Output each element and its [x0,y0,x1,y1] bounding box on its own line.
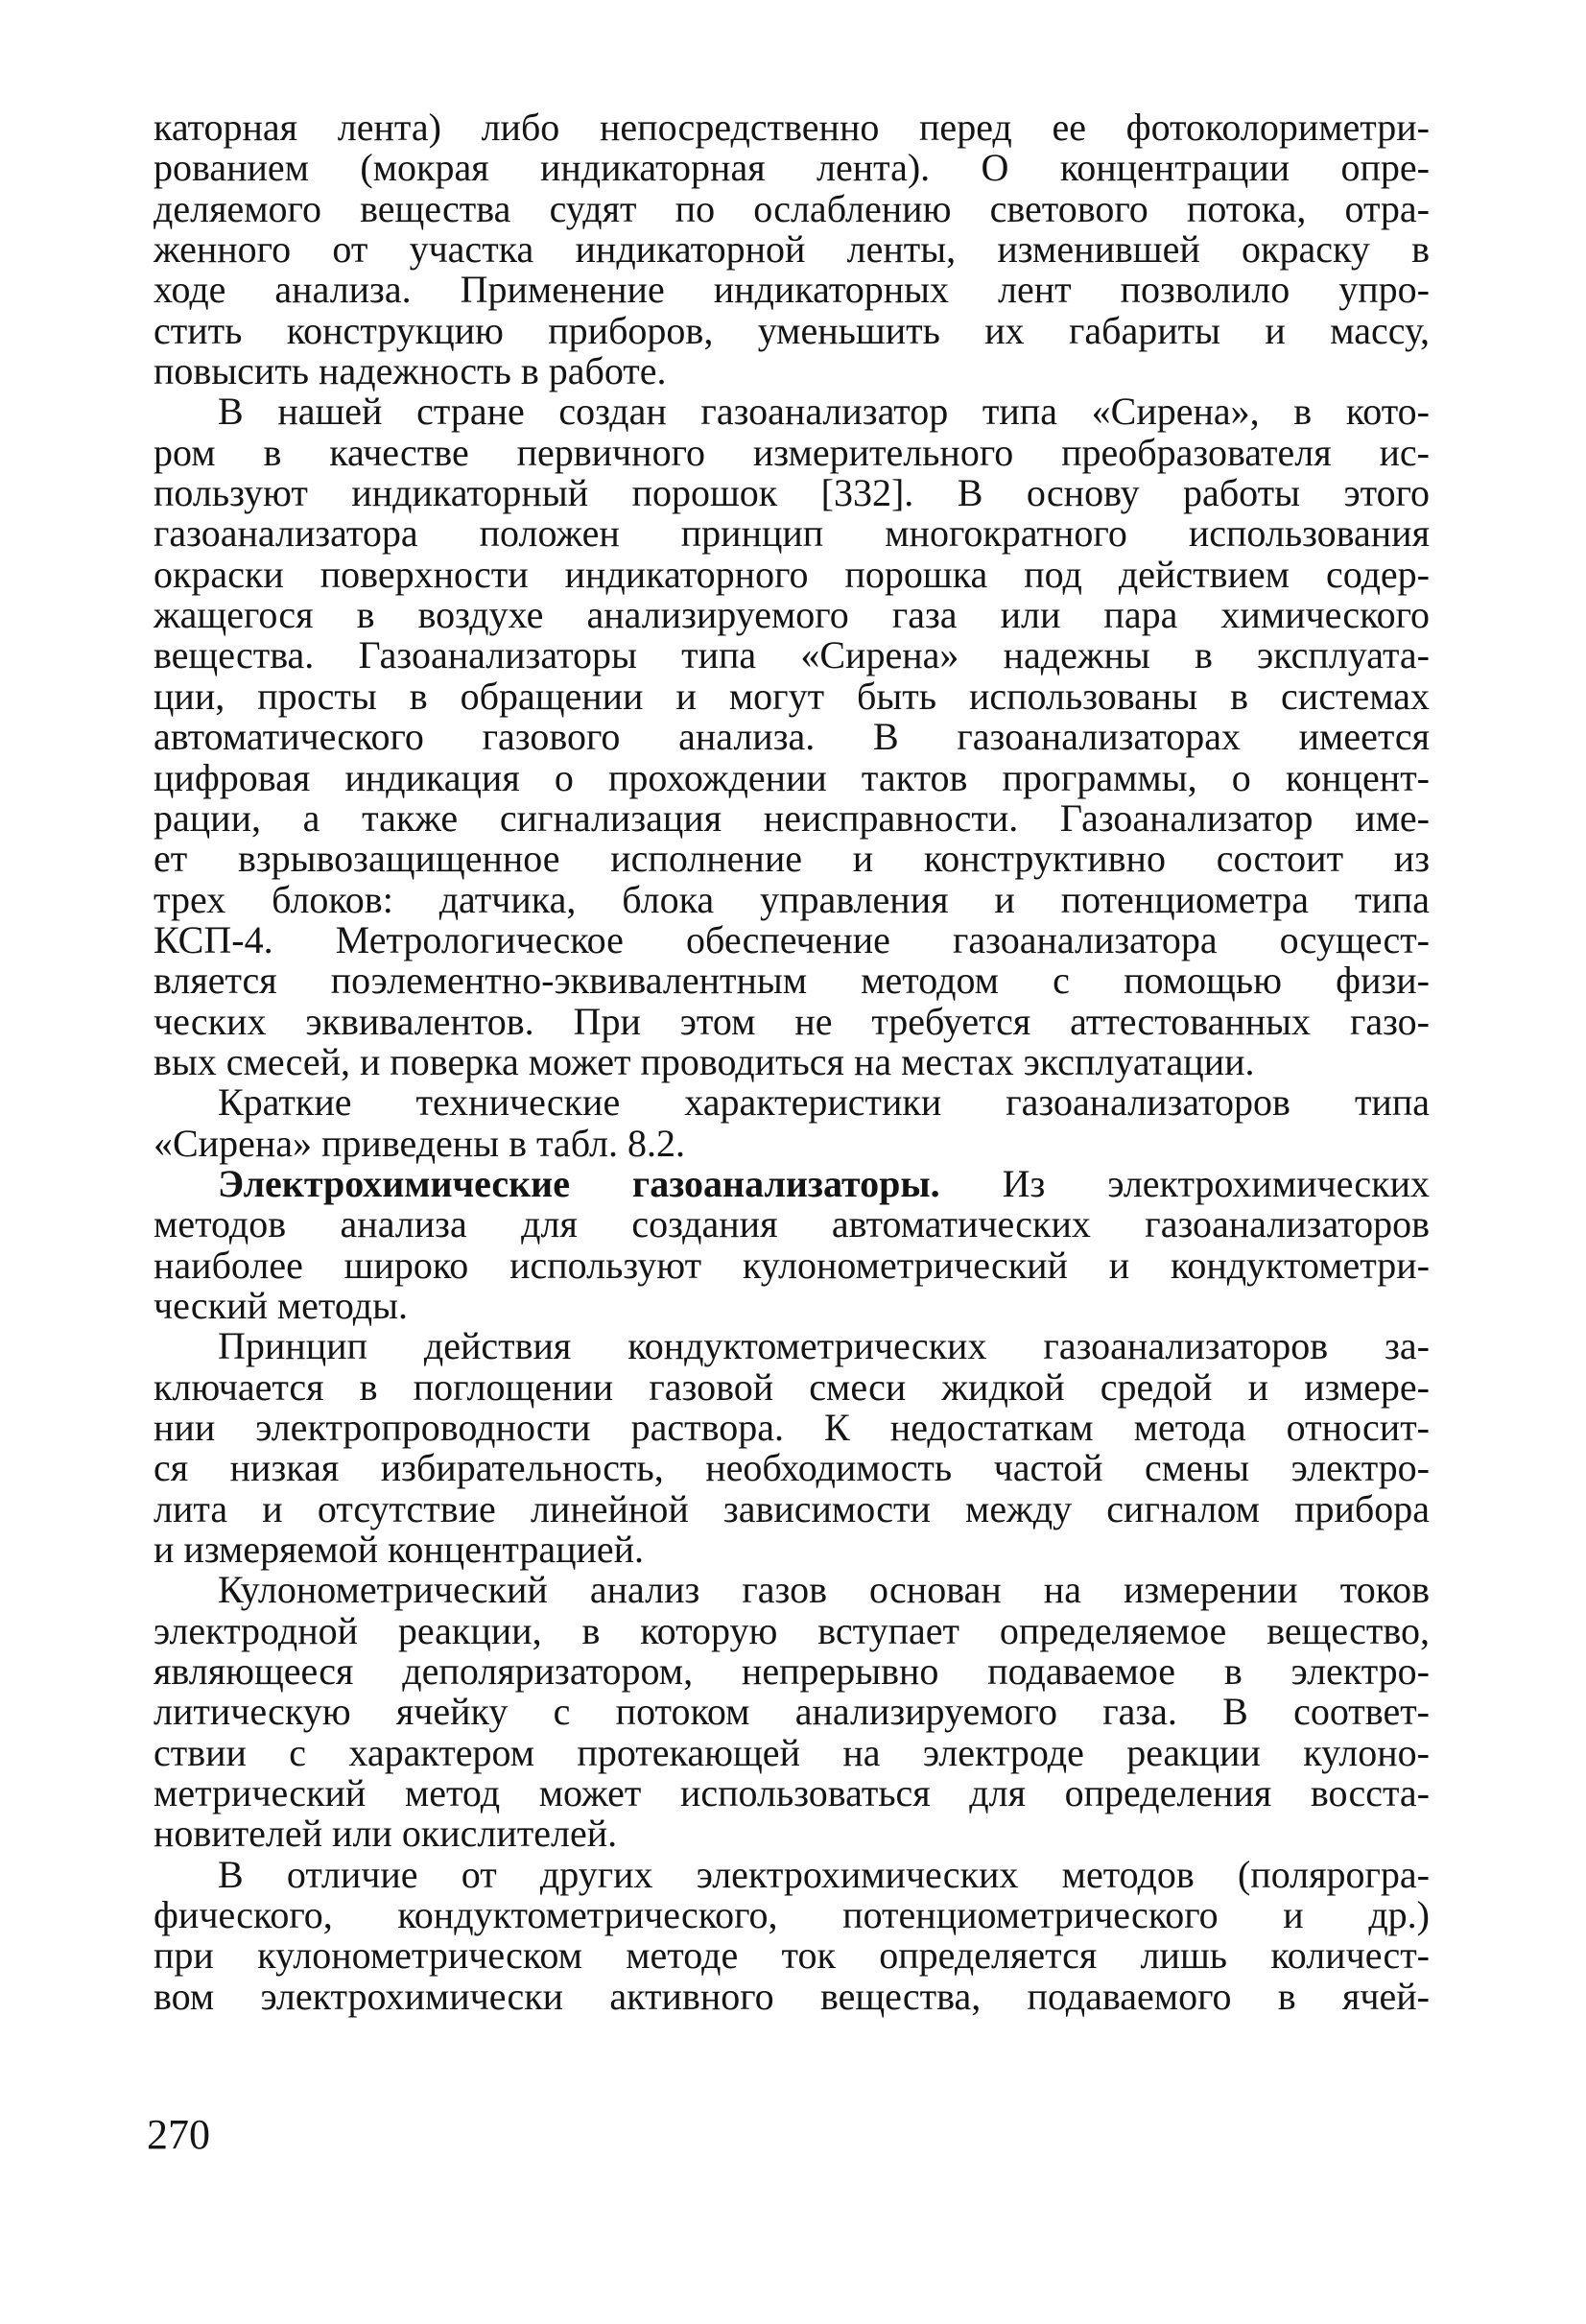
text-line: являющееся деполяризатором, непрерывно подаваемое в электро- [154,1649,1430,1694]
text-line: новителей или окислителей. [154,1812,618,1856]
text-line: деляемого вещества судят по ослаблению светового потока, отра- [154,186,1430,230]
text-line: ся низкая избирательность, необходимость частой смены электро- [154,1446,1430,1490]
text-line: Кулонометрический анализ газов основан на измерении токов [218,1568,1430,1612]
text-line: пользуют индикаторный порошок [332]. В основу работы этого [154,471,1430,515]
text-line: автоматического газового анализа. В газоанализаторах имеется [154,715,1430,759]
text-line: цифровая индикация о прохождении тактов программы, о концент- [154,755,1430,799]
text-line: наиболее широко используют кулонометрический и кондуктометри- [154,1243,1430,1287]
text-line [154,1161,1430,1205]
text-line: ет взрывозащищенное исполнение и конструктивно состоит из [154,837,1430,881]
text-line: рации, а также сигнализация неисправности. Газоанализатор име- [154,795,1430,840]
text-line: ческий методы. [154,1283,408,1327]
text-line: фического, кондуктометрического, потенциометрического и др.) [154,1893,1430,1937]
text-line: ключается в поглощении газовой смеси жидкой средой и измере- [154,1364,1430,1409]
text-line: ром в качестве первичного измерительного преобразователя ис- [154,430,1430,474]
text-line: вых смесей, и поверка может проводиться на местах эксплуатации. [154,1039,1255,1083]
text-line: вом электрохимически активного вещества, подаваемого в ячей- [154,1974,1430,2018]
text-line: ходе анализа. Применение индикаторных лент позволило упро- [154,268,1430,312]
text-line: «Сирена» приведены в табл. 8.2. [154,1121,686,1165]
text-line: В отличие от других электрохимических методов (полярогра- [218,1852,1430,1896]
text-line: повысить надежность в работе. [154,349,667,393]
body-text [154,107,1430,2017]
text-line: лита и отсутствие линейной зависимости между сигналом прибора [154,1486,1430,1530]
text-line: при кулонометрическом методе ток определяется лишь количест- [154,1933,1430,1978]
text-line: метрический метод может использоваться для определения восста- [154,1771,1430,1815]
text-line: электродной реакции, в которую вступает определяемое вещество, [154,1608,1430,1652]
text-line: ции, просты в обращении и могут быть использованы в системах [154,674,1430,718]
text-line: трех блоков: датчика, блока управления и потенциометра типа [154,877,1430,921]
text-line: В нашей стране создан газоанализатор типа «Сирена», в кото- [218,390,1430,434]
text-line-remainder: Из электрохимических [1002,1161,1430,1205]
text-line: нии электропроводности раствора. К недостаткам метода относит- [154,1406,1430,1449]
text-line: женного от участка индикаторной ленты, изменившей окраску в [154,227,1430,272]
text-line: ческих эквивалентов. При этом не требуется аттестованных газо- [154,999,1430,1043]
text-line: вещества. Газоанализаторы типа «Сирена» надежны в эксплуата- [154,633,1430,677]
text-line: окраски поверхности индикаторного порошка под действием содер- [154,552,1430,596]
text-line: Принцип действия кондуктометрических газоанализаторов за- [218,1324,1430,1368]
text-line: литическую ячейку с потоком анализируемого газа. В соответ- [154,1690,1430,1734]
text-line: ствии с характером протекающей на электроде реакции кулоно- [154,1730,1430,1774]
section-heading: Электрохимические газоанализаторы. [218,1161,940,1205]
text-line: жащегося в воздухе анализируемого газа или пара химического [154,593,1430,637]
text-line: вляется поэлементно-эквивалентным методом с помощью физи- [154,959,1430,1003]
text-line: Краткие технические характеристики газоанализаторов типа [218,1080,1430,1125]
text-line: газоанализатора положен принцип многократного использования [154,511,1430,556]
text-line: стить конструкцию приборов, уменьшить их габариты и массу, [154,308,1430,352]
text-line: каторная лента) либо непосредственно перед ее фотоколориметри- [154,106,1430,149]
text-line: методов анализа для создания автоматических газоанализаторов [154,1202,1430,1246]
text-line: и измеряемой концентрацией. [154,1528,645,1572]
text-line: рованием (мокрая индикаторная лента). О концентрации опре- [154,146,1430,190]
text-line: КСП-4. Метрологическое обеспечение газоанализатора осущест- [154,917,1430,961]
page-number: 270 [147,2111,210,2158]
